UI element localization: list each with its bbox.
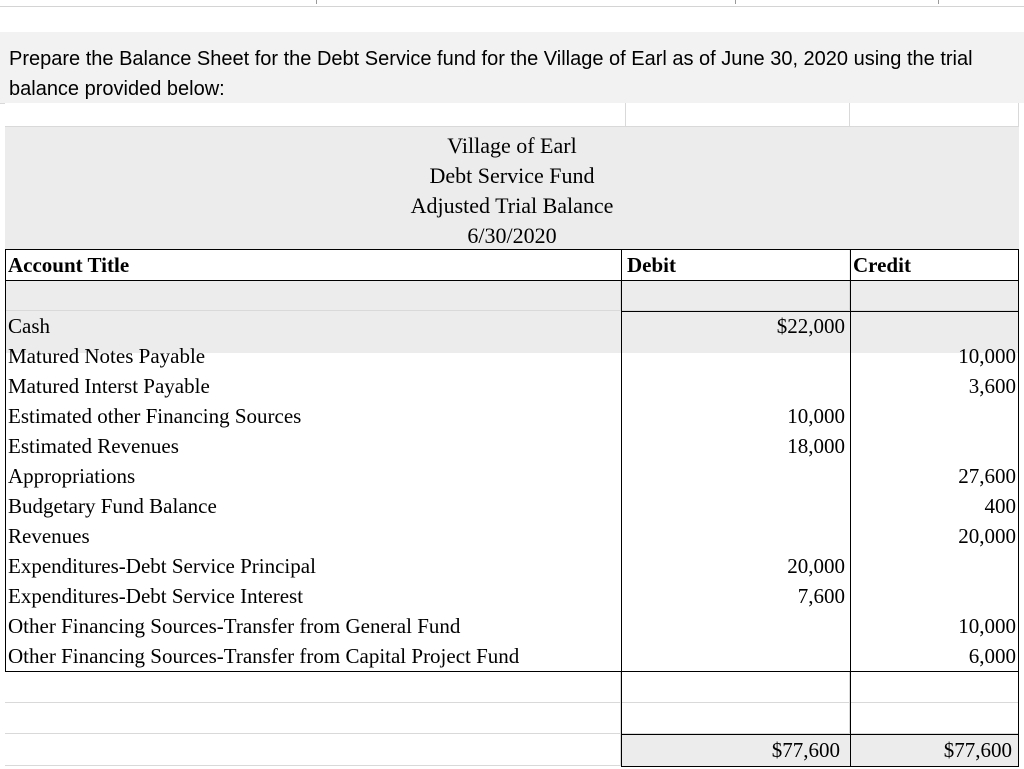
rows-bottom-border bbox=[5, 671, 1019, 672]
grid-cell[interactable] bbox=[626, 103, 850, 127]
account-title: Budgetary Fund Balance bbox=[8, 494, 217, 518]
account-title: Other Financing Sources-Transfer from General Fund bbox=[8, 614, 461, 638]
top-row-strip bbox=[0, 0, 1024, 7]
credit-amount: 10,000 bbox=[958, 344, 1016, 368]
cell-edge-mark bbox=[938, 0, 939, 4]
header-bottom-border bbox=[5, 280, 1019, 281]
grid-cell[interactable] bbox=[5, 671, 621, 703]
table-row[interactable] bbox=[5, 401, 1019, 431]
table-row[interactable] bbox=[5, 461, 1019, 491]
table-row[interactable] bbox=[5, 521, 1019, 551]
header-top-border bbox=[5, 249, 1019, 250]
table-row[interactable] bbox=[5, 341, 1019, 371]
grid-cell[interactable] bbox=[850, 703, 1019, 734]
credit-amount: 3,600 bbox=[968, 374, 1016, 398]
table-row[interactable] bbox=[5, 311, 1019, 341]
credit-amount: 400 bbox=[984, 494, 1016, 518]
account-title: Expenditures-Debt Service Principal bbox=[8, 554, 316, 578]
entity-name: Village of Earl bbox=[447, 133, 577, 158]
cell-edge-mark bbox=[735, 0, 736, 4]
credit-amount: 10,000 bbox=[958, 614, 1016, 638]
credit-left-border bbox=[850, 249, 851, 766]
table-row[interactable] bbox=[5, 551, 1019, 581]
table-row[interactable] bbox=[5, 371, 1019, 401]
column-header-credit: Credit bbox=[850, 250, 1019, 281]
right-border bbox=[1018, 249, 1019, 766]
totals-top-border bbox=[621, 734, 1019, 735]
column-header-account: Account Title bbox=[5, 250, 621, 281]
report-date: 6/30/2020 bbox=[467, 223, 557, 248]
statement-name: Adjusted Trial Balance bbox=[410, 193, 614, 218]
debit-left-border bbox=[621, 249, 622, 766]
debit-amount: 20,000 bbox=[787, 554, 845, 578]
debit-amount: 10,000 bbox=[787, 404, 845, 428]
table-row[interactable] bbox=[5, 431, 1019, 461]
debit-amount: $22,000 bbox=[776, 314, 845, 338]
table-row[interactable] bbox=[5, 641, 1019, 671]
account-title: Matured Interst Payable bbox=[8, 374, 210, 398]
grid-cell[interactable] bbox=[850, 671, 1019, 703]
debit-amount: 7,600 bbox=[797, 584, 845, 608]
credit-amount: 6,000 bbox=[968, 644, 1016, 668]
cell-edge-mark bbox=[316, 0, 317, 4]
credit-amount: 20,000 bbox=[958, 524, 1016, 548]
account-title: Matured Notes Payable bbox=[8, 344, 206, 368]
account-title: Estimated other Financing Sources bbox=[8, 404, 302, 428]
fund-name: Debt Service Fund bbox=[429, 163, 595, 188]
account-title: Estimated Revenues bbox=[8, 434, 179, 458]
debit-top-border bbox=[621, 311, 851, 312]
table-row[interactable] bbox=[5, 581, 1019, 611]
grid-cell[interactable] bbox=[5, 703, 621, 734]
left-border bbox=[5, 249, 6, 671]
debit-amount: 18,000 bbox=[787, 434, 845, 458]
account-title: Expenditures-Debt Service Interest bbox=[8, 584, 304, 608]
spreadsheet bbox=[5, 103, 1024, 769]
account-title: Appropriations bbox=[8, 464, 136, 488]
credit-top-border bbox=[850, 311, 1019, 312]
total-debit: $77,600 bbox=[771, 738, 840, 762]
account-title: Revenues bbox=[8, 524, 90, 548]
grid-cell[interactable] bbox=[621, 281, 850, 311]
grid-cell[interactable] bbox=[5, 103, 626, 127]
total-credit: $77,600 bbox=[943, 738, 1012, 762]
grid-cell[interactable] bbox=[621, 671, 850, 703]
grid-cell[interactable] bbox=[5, 281, 621, 311]
table-row[interactable] bbox=[5, 611, 1019, 641]
column-header-debit: Debit bbox=[622, 250, 849, 281]
grid-cell[interactable] bbox=[5, 734, 621, 766]
credit-amount: 27,600 bbox=[958, 464, 1016, 488]
instruction-text: Prepare the Balance Sheet for the Debt Service fund for the Village of Earl as of June 30, 2020 using the trial balance provided below: bbox=[9, 48, 973, 100]
grid-cell[interactable] bbox=[621, 703, 850, 734]
account-title: Cash bbox=[8, 314, 50, 338]
account-title: Other Financing Sources-Transfer from Capital Project Fund bbox=[8, 644, 520, 668]
totals-bottom-border bbox=[621, 766, 1019, 767]
table-row[interactable] bbox=[5, 491, 1019, 521]
grid-cell[interactable] bbox=[850, 281, 1019, 311]
grid-cell[interactable] bbox=[850, 103, 1019, 127]
instruction-cell bbox=[0, 32, 1024, 104]
